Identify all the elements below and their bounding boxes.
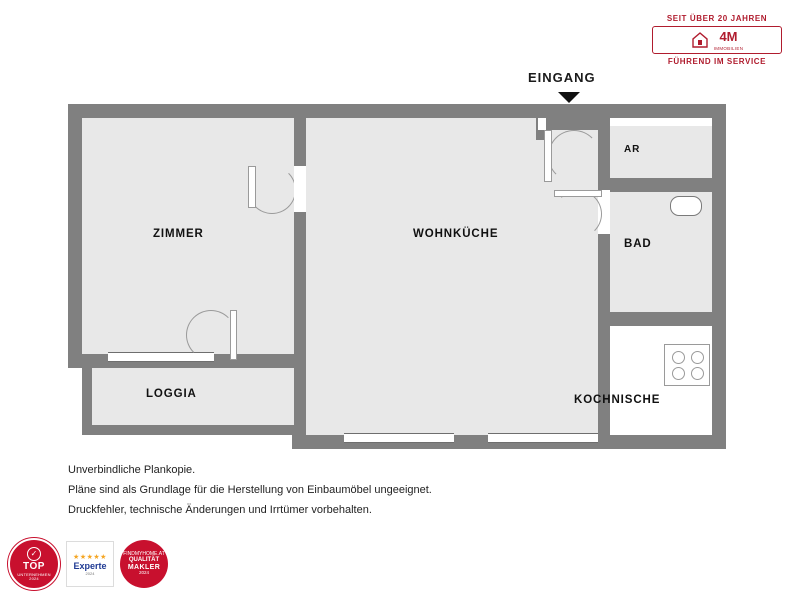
brand-logo-text-group: [714, 28, 744, 52]
disclaimer-line-2: Pläne sind als Grundlage für die Herstellung von Einbaumöbel ungeeignet.: [68, 484, 432, 496]
room-label-wohnkueche: WOHNKÜCHE: [413, 228, 499, 240]
room-label-kochnische: KOCHNISCHE: [574, 394, 661, 406]
door-arc-entrance: [548, 130, 600, 182]
room-label-loggia: LOGGIA: [146, 388, 197, 400]
seal-qualitaetsmakler: [120, 540, 168, 588]
brand-badge: [652, 14, 782, 66]
seal-top-unternehmen: [8, 538, 60, 590]
door-arc-bad: [554, 190, 602, 238]
door-leaf-bad: [554, 190, 602, 197]
disclaimer-line-3: Druckfehler, technische Änderungen und Irrtümer vorbehalten.: [68, 504, 372, 516]
door-arc-loggia: [186, 310, 236, 360]
seal-top-title: TOP: [23, 561, 45, 573]
seal-top-year: 2024: [29, 575, 39, 581]
check-icon: ✓: [27, 547, 41, 561]
wall-bad-bottom: [610, 312, 712, 326]
disclaimer: [68, 460, 628, 520]
seal-top-subtitle: UNTERNEHMEN: [17, 571, 51, 577]
seal-experte-title: Experte: [73, 560, 107, 571]
brand-logo-box: [652, 26, 782, 54]
seal-qual-title: QUALITÄT: [128, 557, 160, 564]
door-arc-zimmer-top: [248, 166, 296, 214]
house-icon: [691, 31, 709, 49]
wall-outer-top: [68, 104, 726, 118]
seal-qual-brand: FINDMYHOME.AT: [123, 551, 165, 558]
seal-experte-year: 2024: [85, 570, 95, 576]
wall-loggia-bottom: [82, 425, 294, 435]
sink-icon: [670, 196, 702, 216]
brand-tagline-top: SEIT ÜBER 20 JAHREN: [666, 14, 768, 23]
room-label-zimmer: ZIMMER: [153, 228, 204, 240]
door-leaf-entrance: [544, 130, 552, 182]
wall-outer-left: [68, 104, 82, 368]
award-seals: [8, 538, 168, 590]
brand-name: 4M: [719, 29, 738, 45]
floorplan: [68, 104, 726, 449]
wall-outer-right: [712, 104, 726, 449]
wall-ar-bottom: [610, 178, 712, 192]
brand-tagline-bottom: FÜHREND IM SERVICE: [667, 57, 767, 66]
disclaimer-line-1: Unverbindliche Plankopie.: [68, 464, 196, 476]
stove-icon: [664, 344, 710, 386]
entrance-label: EINGANG: [528, 70, 596, 85]
brand-name-sub: IMMOBILIEN: [713, 46, 744, 52]
window-wohnkueche-bottom-right: [488, 433, 598, 443]
star-rating-icon: ★★★★★: [73, 553, 107, 561]
wall-corridor-vertical: [598, 118, 610, 435]
seal-qual-subtitle: MAKLER: [127, 563, 161, 571]
seal-qual-year: 2024: [138, 570, 149, 576]
room-label-ar: AR: [624, 144, 641, 155]
down-triangle-icon: [558, 92, 580, 103]
seal-immo-experte: [66, 541, 114, 587]
door-opening-zimmer-top: [294, 166, 306, 212]
window-wohnkueche-bottom-left: [344, 433, 454, 443]
door-opening-entrance: [538, 118, 546, 130]
room-label-bad: BAD: [624, 238, 652, 250]
door-leaf-loggia: [230, 310, 237, 360]
